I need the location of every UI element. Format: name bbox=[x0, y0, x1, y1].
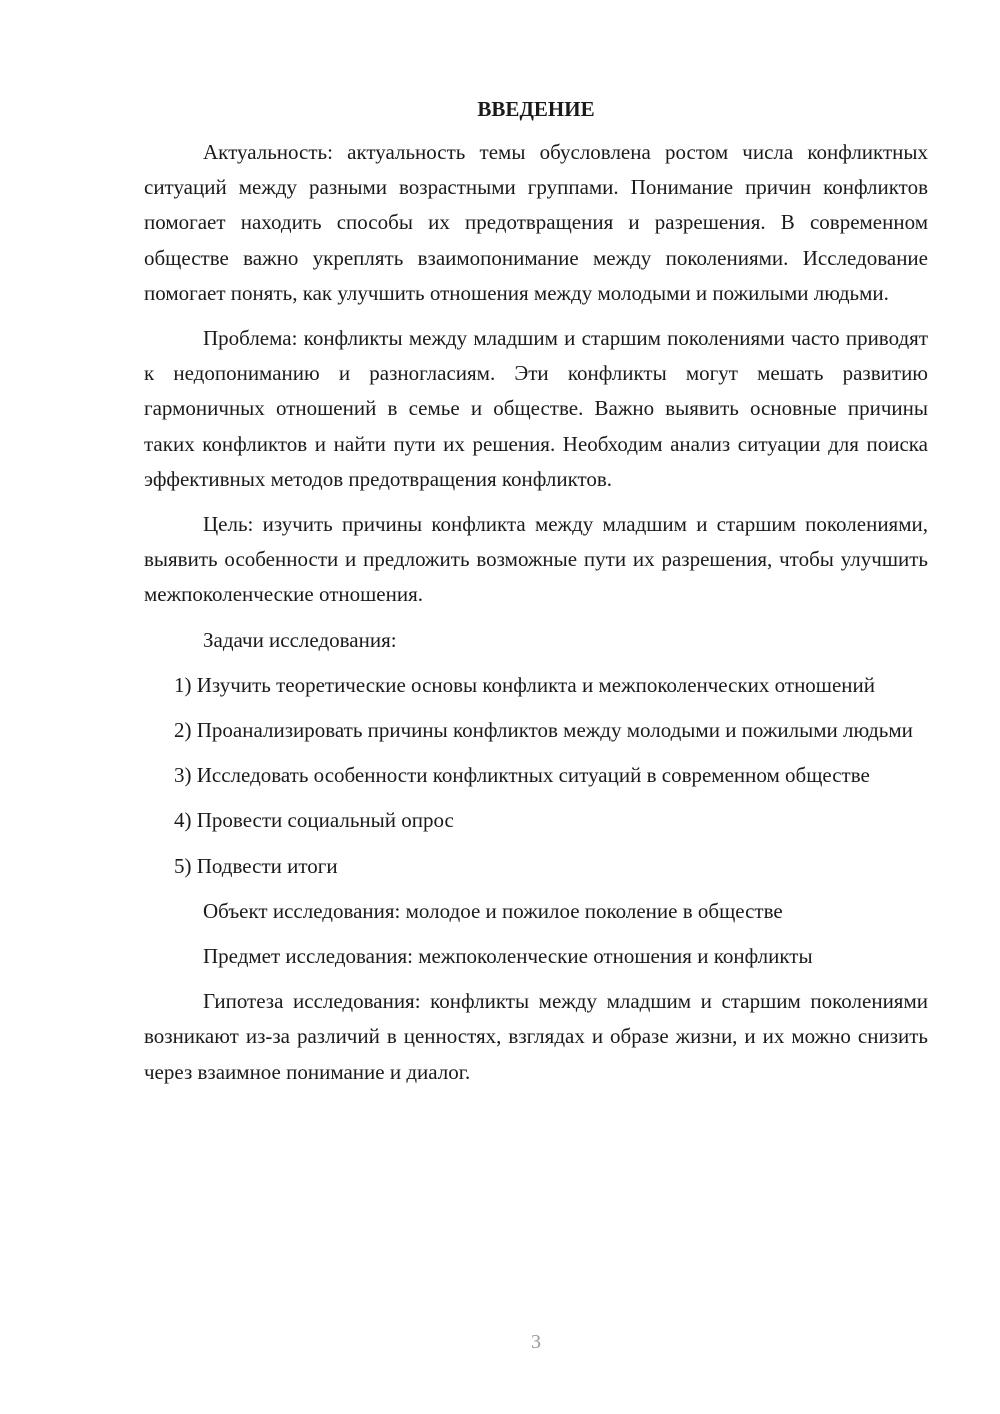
relevance-paragraph: Актуальность: актуальность темы обусловлена ростом числа конфликтных ситуаций между разными возрастными группами. Понимание причин конфликтов помогает находить способы их предотвращения и разрешения. В современном обществе важно укреплять взаимопонимание между поколениями. Исследование помогает понять, как улучшить отношения между молодыми и пожилыми людьми. bbox=[144, 140, 928, 305]
subject-paragraph: Предмет исследования: межпоколенческие отношения и конфликты bbox=[203, 944, 813, 969]
tasks-heading: Задачи исследования: bbox=[203, 627, 397, 652]
task-item-3: 3) Исследовать особенности конфликтных ситуаций в современном обществе bbox=[174, 763, 870, 788]
goal-paragraph: Цель: изучить причины конфликта между младшим и старшим поколениями, выявить особенности и предложить возможные пути их разрешения, чтобы улучшить межпоколенческие отношения. bbox=[144, 512, 928, 607]
task-item-2: 2) Проанализировать причины конфликтов между молодыми и пожилыми людьми bbox=[174, 718, 913, 743]
task-item-1: 1) Изучить теоретические основы конфликта и межпоколенческих отношений bbox=[174, 672, 876, 697]
section-title: ВВЕДЕНИЕ bbox=[477, 97, 595, 121]
object-paragraph: Объект исследования: молодое и пожилое поколение в обществе bbox=[203, 898, 783, 923]
page-number: 3 bbox=[531, 1331, 541, 1353]
document-page bbox=[144, 92, 928, 1100]
problem-paragraph: Проблема: конфликты между младшим и старшим поколениями часто приводят к недопониманию и разногласиям. Эти конфликты могут мешать развитию гармоничных отношений в семье и обществе. Важно выявить основные причины таких конфликтов и найти пути их решения. Необходим анализ ситуации для поиска эффективных методов предотвращения конфликтов. bbox=[144, 326, 928, 491]
task-item-4: 4) Провести социальный опрос bbox=[174, 808, 454, 833]
hypothesis-paragraph: Гипотеза исследования: конфликты между младшим и старшим поколениями возникают из-за различий в ценностях, взглядах и образе жизни, и их можно снизить через взаимное понимание и диалог. bbox=[144, 989, 928, 1084]
task-item-5: 5) Подвести итоги bbox=[174, 853, 338, 878]
